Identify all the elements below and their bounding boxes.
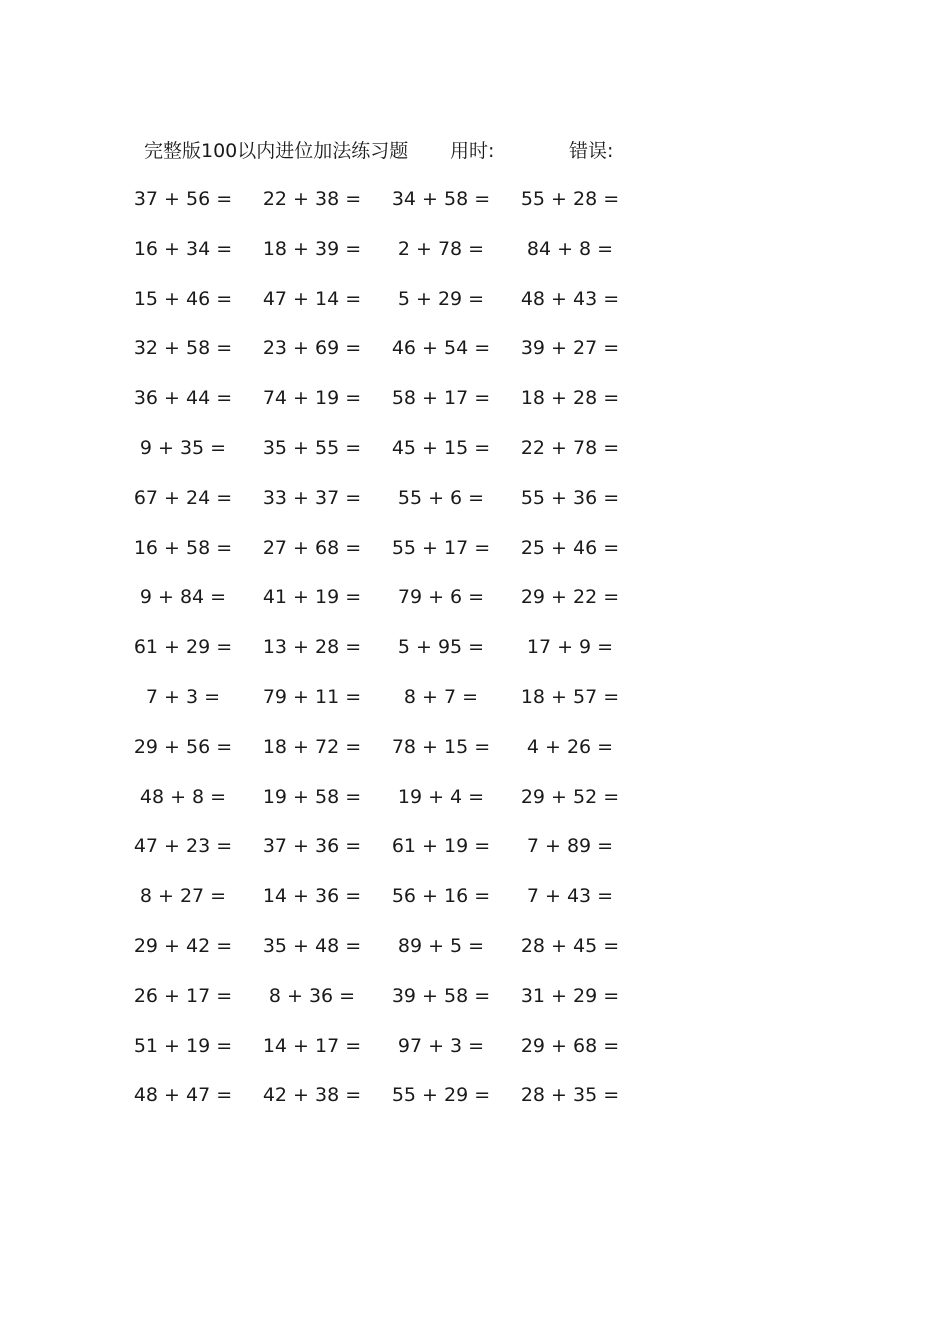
addition-problem: 89 + 5 = — [397, 934, 485, 957]
addition-problem: 27 + 68 = — [262, 536, 362, 559]
addition-problem: 29 + 42 = — [133, 934, 233, 957]
addition-problem: 58 + 17 = — [391, 387, 491, 410]
addition-problem: 48 + 8 = — [139, 785, 227, 808]
worksheet-title: 完整版100以内进位加法练习题 — [144, 140, 409, 162]
addition-problem: 18 + 57 = — [520, 685, 620, 708]
addition-problem: 19 + 58 = — [262, 785, 362, 808]
addition-problem: 2 + 78 = — [397, 237, 485, 260]
addition-problem: 13 + 28 = — [262, 636, 362, 659]
addition-problem: 74 + 19 = — [262, 387, 362, 410]
addition-problem: 47 + 14 = — [262, 287, 362, 310]
addition-problem: 39 + 27 = — [520, 337, 620, 360]
addition-problem: 45 + 15 = — [391, 436, 491, 459]
addition-problem: 17 + 9 = — [526, 636, 614, 659]
addition-problem: 8 + 7 = — [403, 685, 479, 708]
addition-problem: 5 + 95 = — [397, 636, 485, 659]
addition-problem: 48 + 43 = — [520, 287, 620, 310]
addition-problem: 56 + 16 = — [391, 885, 491, 908]
addition-problem: 78 + 15 = — [391, 735, 491, 758]
addition-problem: 26 + 17 = — [133, 984, 233, 1007]
addition-problem: 29 + 68 = — [520, 1034, 620, 1057]
problem-row — [133, 982, 664, 1032]
addition-problem: 22 + 38 = — [262, 188, 362, 210]
addition-problem: 35 + 55 = — [262, 436, 362, 459]
addition-problem: 19 + 4 = — [397, 785, 485, 808]
addition-problem: 28 + 35 = — [520, 1084, 620, 1107]
problem-row — [139, 434, 664, 484]
addition-problem: 34 + 58 = — [391, 188, 491, 210]
addition-problem: 15 + 46 = — [133, 287, 233, 310]
time-label: 用时: — [450, 140, 495, 162]
addition-problem: 33 + 37 = — [262, 486, 362, 509]
problem-grid — [133, 185, 664, 1131]
addition-problem: 14 + 17 = — [262, 1034, 362, 1057]
addition-problem: 97 + 3 = — [397, 1034, 485, 1057]
addition-problem: 5 + 29 = — [397, 287, 485, 310]
addition-problem: 18 + 39 = — [262, 237, 362, 260]
problem-row — [133, 334, 664, 384]
addition-problem: 18 + 72 = — [262, 735, 362, 758]
addition-problem: 67 + 24 = — [133, 486, 233, 509]
addition-problem: 47 + 23 = — [133, 835, 233, 858]
addition-problem: 8 + 27 = — [139, 885, 227, 908]
addition-problem: 25 + 46 = — [520, 536, 620, 559]
addition-problem: 7 + 43 = — [526, 885, 614, 908]
addition-problem: 9 + 35 = — [139, 436, 227, 459]
addition-problem: 29 + 52 = — [520, 785, 620, 808]
addition-problem: 32 + 58 = — [133, 337, 233, 360]
addition-problem: 16 + 34 = — [133, 237, 233, 260]
addition-problem: 35 + 48 = — [262, 934, 362, 957]
problem-row — [139, 783, 664, 833]
addition-problem: 37 + 56 = — [133, 188, 233, 210]
addition-problem: 16 + 58 = — [133, 536, 233, 559]
addition-problem: 41 + 19 = — [262, 586, 362, 609]
addition-problem: 14 + 36 = — [262, 885, 362, 908]
problem-row — [133, 185, 664, 235]
problem-row — [144, 683, 664, 733]
problem-row — [133, 235, 664, 285]
addition-problem: 39 + 58 = — [391, 984, 491, 1007]
addition-problem: 55 + 28 = — [520, 188, 620, 210]
problem-row — [133, 733, 664, 783]
addition-problem: 37 + 36 = — [262, 835, 362, 858]
addition-problem: 36 + 44 = — [133, 387, 233, 410]
addition-problem: 7 + 89 = — [526, 835, 614, 858]
addition-problem: 55 + 36 = — [520, 486, 620, 509]
problem-row — [133, 384, 664, 434]
problem-row — [139, 583, 664, 633]
addition-problem: 55 + 6 = — [397, 486, 485, 509]
problem-row — [133, 832, 664, 882]
addition-problem: 8 + 36 = — [268, 984, 356, 1007]
addition-problem: 61 + 19 = — [391, 835, 491, 858]
problem-row — [133, 633, 664, 683]
addition-problem: 23 + 69 = — [262, 337, 362, 360]
problem-row — [133, 484, 664, 534]
addition-problem: 61 + 29 = — [133, 636, 233, 659]
addition-problem: 29 + 22 = — [520, 586, 620, 609]
addition-problem: 79 + 6 = — [397, 586, 485, 609]
addition-problem: 29 + 56 = — [133, 735, 233, 758]
problem-row — [133, 534, 664, 584]
problem-row — [133, 932, 664, 982]
addition-problem: 51 + 19 = — [133, 1034, 233, 1057]
addition-problem: 42 + 38 = — [262, 1084, 362, 1107]
problem-row — [133, 1081, 664, 1131]
addition-problem: 46 + 54 = — [391, 337, 491, 360]
addition-problem: 22 + 78 = — [520, 436, 620, 459]
addition-problem: 55 + 29 = — [391, 1084, 491, 1107]
addition-problem: 18 + 28 = — [520, 387, 620, 410]
addition-problem: 7 + 3 = — [145, 685, 221, 708]
addition-problem: 9 + 84 = — [139, 586, 227, 609]
addition-problem: 31 + 29 = — [520, 984, 620, 1007]
errors-label: 错误: — [569, 140, 614, 162]
addition-problem: 48 + 47 = — [133, 1084, 233, 1107]
addition-problem: 84 + 8 = — [526, 237, 614, 260]
addition-problem: 28 + 45 = — [520, 934, 620, 957]
worksheet-header — [144, 137, 644, 165]
problem-row — [133, 285, 664, 335]
addition-problem: 79 + 11 = — [262, 685, 362, 708]
problem-row — [139, 882, 664, 932]
addition-problem: 55 + 17 = — [391, 536, 491, 559]
problem-row — [133, 1032, 664, 1082]
addition-problem: 4 + 26 = — [526, 735, 614, 758]
